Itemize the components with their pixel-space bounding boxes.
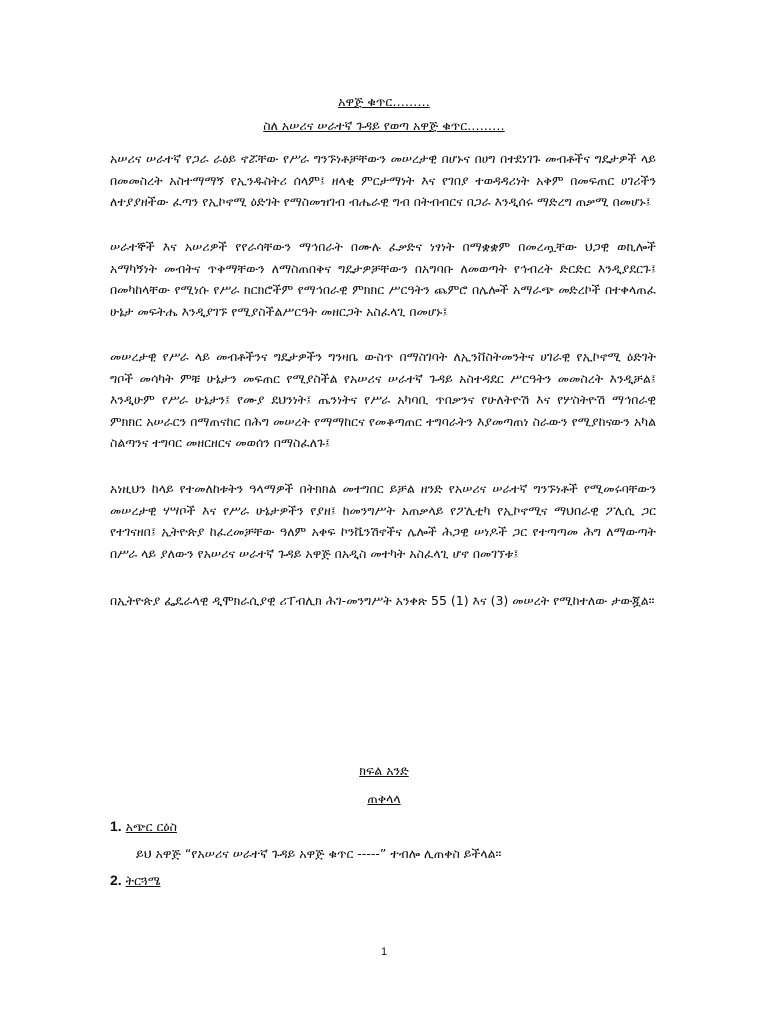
article-label: አጭር ርዕስ [125, 819, 177, 834]
article-number: 1. [110, 818, 122, 834]
preamble-paragraph-3: መሠረታዊ የሥራ ላይ መብቶችንና ግዴታዎችን ግንዛቤ ውስጥ በማስገባት ለኢንቨስትመንትና ሀገራዊ የኢኮኖሚ ዕድገት ግቦች መሳካት ምቹ ሁኔታን መፍጠር የሚያስችል የአሠሪና ሠራተኛ ጉዳይ አስተዳደር ሥርዓትን መመስረት እንዲቻል፤ እንዲሁም የሥራ ሁኔታን፤ የሙያ ደህንነት፤ ጤንነትና የሥራ አካባቢ ጥበቃንና የሁለትዮሽ እና የሦስትዮሽ ማኅበራዊ ምክክር አሠራርን በማጠናከር በሕግ መሠረት የማማከርና የመቆጣጠር ተግባራትን እያመጣጠነ ስራውን የሚያከናውን አካል ስልጣንና ተግባር መዘርዘርና መወሰን በማስፈለጉ፤ [110, 349, 656, 450]
article-number: 2. [110, 872, 122, 888]
short-title-clause: ይህ አዋጅ “የአሠሪና ሠራተኛ ጉዳይ አዋጅ ቁጥር -----” ተብሎ ሊጠቀስ ይችላል። [136, 846, 502, 861]
page-number: 1 [380, 946, 388, 958]
article-2-heading [110, 872, 160, 889]
article-label: ትርጓሜ [125, 873, 161, 888]
article-1-heading [110, 818, 177, 835]
preamble-paragraph-4: አነዚህን ከላይ የተመለከቱትን ዓላማዎች በትክክል መተግበር ይቻል ዘንድ የአሠሪና ሠራተኛ ግንኙነቶች የሚመሩባቸውን መሠረታዊ ሃሣቦች እና የሥራ ሁኔታዎችን የያዘ፤ ከመንግሥት አጠቃላይ የፖሊቲካ የኢኮኖሚና ማህበራዊ ፖሊሲ ጋር የተገናዘበ፤ ኢትዮጵያ ከፈረመቻቸው ዓለም አቀፍ ኮንቬንሽኖችና ሌሎች ሕጋዊ ሠነዶች ጋር የተጣጣመ ሕግ ለማውጣት በሥራ ላይ ያለውን የአሠሪና ሠራተኛ ጉዳይ አዋጅ በአዲስ መተካት አስፈላጊ ሆኖ በመገኘቱ፤ [110, 481, 656, 561]
part-heading: ክፍል አንድ [359, 763, 409, 778]
enactment-clause: በኢትዮጵያ ፌዴራላዊ ዲሞክራሲያዊ ሪፐብሊክ ሕገ-መንግሥት አንቀጽ 55 (1) እና (3) መሠረት የሚከተለው ታውጇል። [110, 593, 655, 608]
preamble-paragraph-2: ሠራተኞች እና አሠሪዎች የየራሳቸውን ማኅበራት በሙሉ ፈቃድና ነፃነት በማቋቋም በመረጧቸው ህጋዊ ወኪሎች አማካኝነት መብትና ጥቅማቸውን ለማስጠበቅና ግዴታዎቻቸውን በአግባቡ ለመወጣት የኅብረት ድርድር እንዲያደርጉ፤ በመካከላቸው የሚነሱ የሥራ ክርክሮችም የማኅበራዊ ምክክር ሥርዓትን ጨምሮ በሌሎች አማራጭ መድረኮች በተቀላጠፈ ሁኔታ መፍትሔ እንዲያገኙ የሚያስችልሥርዓት መዘርጋት አስፈላጊ በመሆኑ፤ [110, 239, 656, 319]
proclamation-title: አዋጅ ቁጥር……… [338, 94, 430, 109]
preamble-paragraph-1: አሠሪና ሠራተኛ የጋራ ራዕይ ኖሯቸው የሥራ ግንኙነቶቻቸውን መሠረታዊ በሆኑና በሀግ በተደነገጉ መብቶችና ግዴታዎች ላይ በመመስረት አስተማማኝ የኢንዱስትሪ ሰላም፤ ዘላቂ ምርታማነት እና የገበያ ተወዳዳሪነት አቅም በመፍጠር ሀገሪችን ለተያያዘችው ፈጣን የኢኮኖሚ ዕድገት የማስመዝገብ ብሔራዊ ግብ በትብብርና በጋራ እንዲሰሩ ማድረግ ጠቃሚ በመሆኑ፤ [110, 151, 656, 209]
proclamation-subtitle: ስለ አሠሪና ሠራተኛ ጉዳይ የወጣ አዋጅ ቁጥር……… [263, 118, 505, 133]
part-subheading: ጠቅላላ [367, 791, 401, 806]
